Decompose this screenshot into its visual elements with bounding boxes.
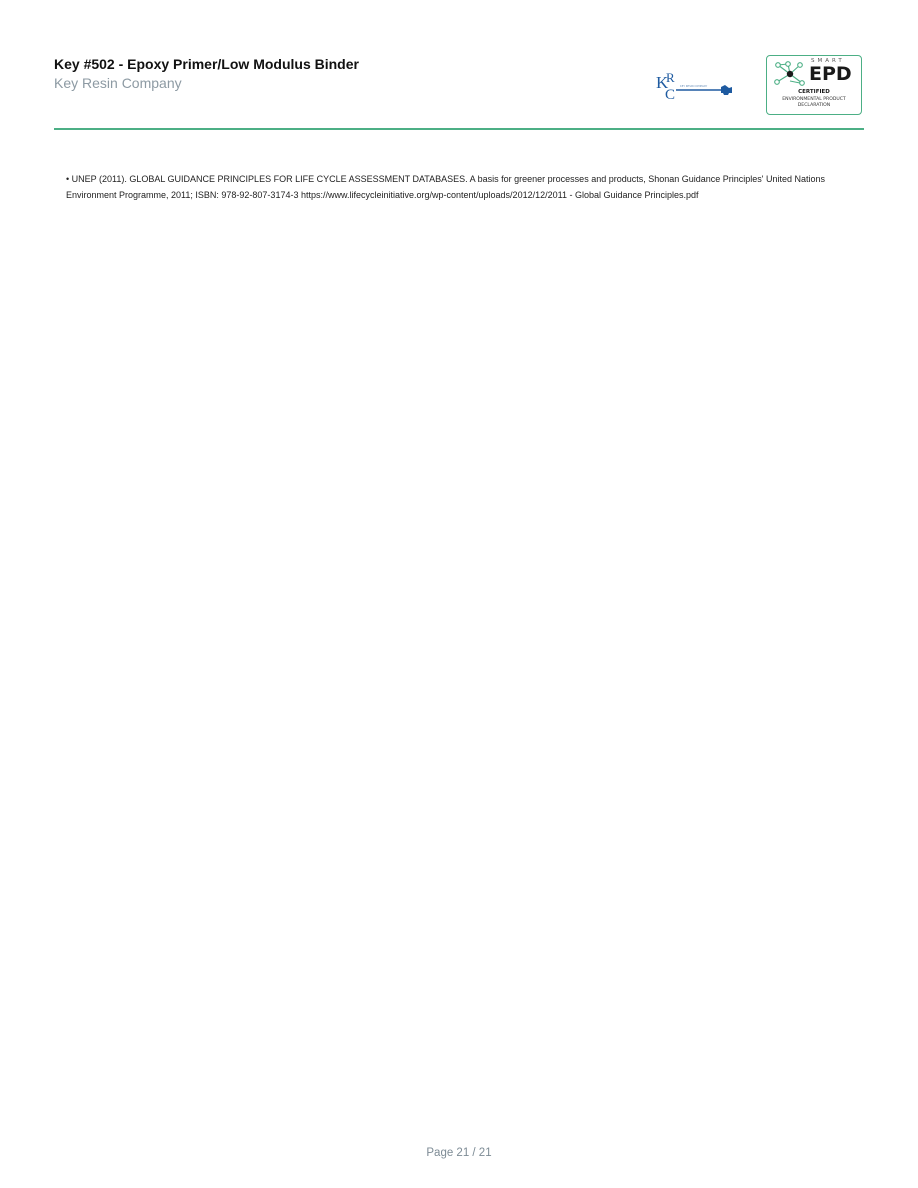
krc-logo-c: C: [665, 87, 676, 102]
reference-item: [66, 172, 866, 203]
krc-logo-tagline: KEY RESIN COMPANY: [680, 85, 708, 88]
smart-epd-certified-badge: [766, 55, 862, 115]
epd-badge-line2: DECLARATION: [797, 103, 831, 108]
epd-badge-certified: CERTIFIED: [798, 89, 830, 95]
references-list: [66, 172, 866, 203]
reference-text: UNEP (2011). GLOBAL GUIDANCE PRINCIPLES FOR LIFE CYCLE ASSESSMENT DATABASES. A basis for greener processes and products, Shonan Guidance Principles' United Nations Environment Programme, 2011; ISBN: 978-92-807-3174-3 https://www.lifecycleinitiative.org/wp-content/uploads/2012/12/2011 - Global Guidance Principles.pdf: [66, 174, 826, 200]
page-number: Page 21 / 21: [426, 1147, 492, 1159]
krc-logo-r: R: [666, 70, 675, 85]
epd-badge-line1: ENVIRONMENTAL PRODUCT: [782, 97, 846, 102]
company-name: Key Resin Company: [54, 75, 182, 91]
epd-badge-description: [767, 97, 861, 109]
epd-badge-smart: SMART: [811, 58, 845, 64]
network-nodes-icon: [773, 61, 807, 87]
header-divider: [54, 128, 864, 130]
krc-logo-k: K: [656, 73, 669, 92]
epd-badge-epd: EPD: [809, 63, 852, 85]
krc-logo-key-bit: [721, 85, 732, 95]
krc-logo: [654, 68, 734, 102]
page-header: [54, 52, 864, 122]
document-title: Key #502 - Epoxy Primer/Low Modulus Binder: [54, 56, 359, 72]
bullet: •: [66, 174, 70, 184]
